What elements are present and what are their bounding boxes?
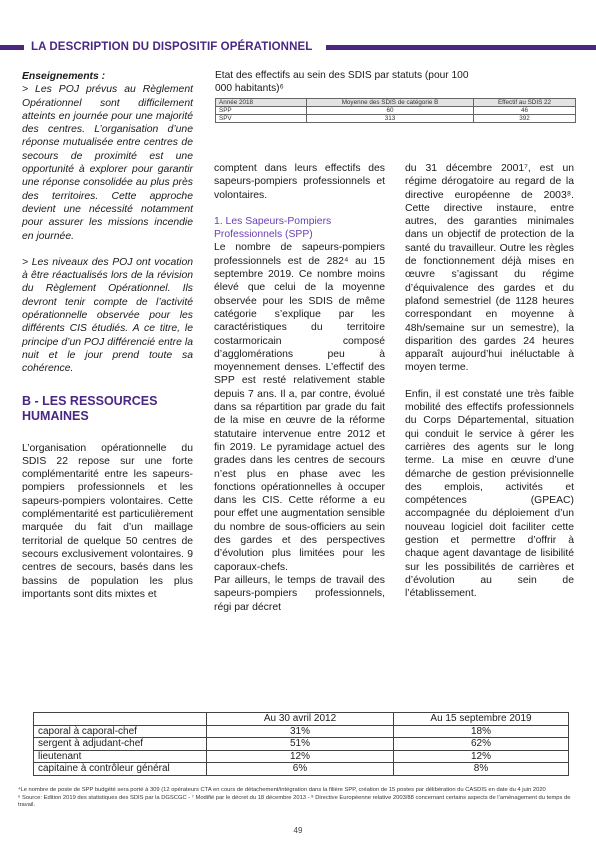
footnotes [18,787,580,810]
right-paragraph-2: Enfin, il est constaté une très faible mobilité des effectifs professionnels du Corps Départemental, situation qui conduit le service à gérer les carrières des agents sur le long terme. La mise en œuvre d’une démarche de gestion prévisionnelle des emplois, activités et compétences (GPEAC) accompagnée du déploiement d’un nouveau logiciel doit faciliter cette gestion et permettre d’offrir à chaque agent davantage de lisibilité sur les possibilités de carrières et d’évolution au sein de l’établissement. [405,388,574,600]
table1-header-cell: Année 2018 [216,99,307,107]
table1-cell: 46 [474,107,576,115]
table1-cell: 392 [474,115,576,123]
header-bar-left [0,45,24,50]
staff-by-status-table [215,98,576,123]
table2-cell: sergent à adjudant-chef [34,738,207,751]
middle-column [214,162,385,614]
table1-header-row [216,99,576,107]
table2-cell: 62% [394,738,569,751]
table2-cell: caporal à caporal-chef [34,725,207,738]
table2-cell: 12% [394,750,569,763]
spp-subheading: 1. Les Sapeurs-Pompiers Professionnels (SPP) [214,215,332,241]
table2-cell: 8% [394,763,569,776]
table2-row [34,750,569,763]
table2-cell: capitaine à contrôleur général [34,763,207,776]
table2-cell: 18% [394,725,569,738]
table1-row [216,107,576,115]
right-paragraph-1: du 31 décembre 2001⁷, est un régime dérogatoire au regard de la directive européenne de 2003⁸. Cette directive instaure, entre autres, des garanties minimales dans un objectif de protection de la santé du travailleur. Outre les règles de fonctionnement déjà mises en œuvre s’agissant du régime d’équivalence des gardes et du plafond semestriel (de 1128 heures correspondant en moyenne à 48h/semaine sur un semestre), la disparition des gardes 24 heures apparaît aujourd’hui inéluctable à moyen terme. [405,163,574,374]
middle-intro-paragraph: comptent dans leurs effectifs des sapeurs-pompiers professionnels et volontaires. [214,163,385,201]
table1-row [216,115,576,123]
table2-cell: 12% [207,750,394,763]
spp-paragraph-2: Par ailleurs, le temps de travail des sapeurs-pompiers professionnels, régi par décret [214,574,385,613]
table1-cell: SPP [216,107,307,115]
table1-header-cell: Moyenne des SDIS de catégorie B [307,99,474,107]
table2-header-cell: Au 30 avril 2012 [207,713,394,726]
table2-row [34,738,569,751]
enseignements-title: Enseignements : [22,71,106,82]
table2-cell: lieutenant [34,750,207,763]
table2-header-cell: Au 15 septembre 2019 [394,713,569,726]
table2-header-cell [34,713,207,726]
table2-row [34,725,569,738]
left-column [22,70,193,601]
spp-paragraph-1: Le nombre de sapeurs-pompiers professionnels est de 282⁴ au 15 septembre 2019. Ce nombre moins élevé que celui de la moyenne observée pour les SDIS de même catégorie s’explique par les caractéristiques du territoire costarmoricain composé d’agglomérations peu à moyennement denses. L’effectif des SPP est resté relativement stable depuis 7 ans. Il a, par contre, évolué dans sa répartition par grade du fait de la mise en œuvre de la réforme statutaire intervenue entre 2012 et fin 2019. Le pyramidage actuel des grades dans les centres de secours n’est plus en phase avec les fonctions opérationnelles à occuper dans les CIS. Cette réforme a eu pour effet une augmentation sensible du nombre de sous-officiers au sein des gardes et des perspectives d’évolution plus limitées pour les caporaux-chefs. [214,242,385,573]
footnote-1: ⁴Le nombre de poste de SPP budgété sera porté à 309 (12 opérateurs CTA en cours de détachement/intégration dans la filière SPP, création de 15 postes par délibération du CASDIS en date du 4 juin 2020 [18,787,546,793]
footnote-2: ⁶ Source: Edition 2019 des statistiques des SDIS par la DGSCGC - ⁷ Modifié par le décret du 18 décembre 2013 - ⁸ Directive Européenne relative 2003/88 concernant certains aspects de l’aménagement du temps de travail. [18,794,571,809]
enseignements-paragraph-1: > Les POJ prévus au Règlement Opérationnel sont difficilement atteints en journée pour une majorité des centres. L’organisation d’une réponse mutualisée entre centres de secours de proximité est une opportunité à explorer pour garantir une réponse consolidée au plus près des territoires. Cette approche devient une nécessité notamment pour assurer les missions incendie en journée. [22,84,193,242]
section-b-heading: B - LES RESSOURCES HUMAINES [22,393,158,423]
table2-cell: 51% [207,738,394,751]
table1-header-cell: Effectif au SDIS 22 [474,99,576,107]
section-b-paragraph: L’organisation opérationnelle du SDIS 22 repose sur une forte complémentarité entre les sapeurs-pompiers professionnels et les sapeurs-pompiers volontaires. Cette complémentarité est particulièrement marquée du fait d’un maillage territorial de quelque 50 centres de secours exclusivement volontaires. 9 centres de secours, basés dans les bassins de population les plus importants sont dits mixtes et [22,442,193,600]
page-number: 49 [293,826,303,835]
header-bar-right [326,45,596,50]
table2-cell: 31% [207,725,394,738]
table1-cell: 60 [307,107,474,115]
table2-cell: 6% [207,763,394,776]
table2-header-row [34,713,569,726]
table1-title: Etat des effectifs au sein des SDIS par statuts (pour 100 000 habitants)⁶ [215,70,469,94]
grade-distribution-table [33,712,569,776]
right-column [405,162,574,601]
table1-cell: 313 [307,115,474,123]
table1-cell: SPV [216,115,307,123]
enseignements-paragraph-2: > Les niveaux des POJ ont vocation à être réactualisés lors de la révision du Règlement Opérationnel. Ils devront tenir compte de l’activité opérationnelle observée pour les différents CIS étudiés. A ce titre, le principe d’un POJ différencié entre la nuit et le jour prend toute sa cohérence. [22,256,193,375]
table2-row [34,763,569,776]
page-section-title: LA DESCRIPTION DU DISPOSITIF OPÉRATIONNEL [31,41,313,53]
